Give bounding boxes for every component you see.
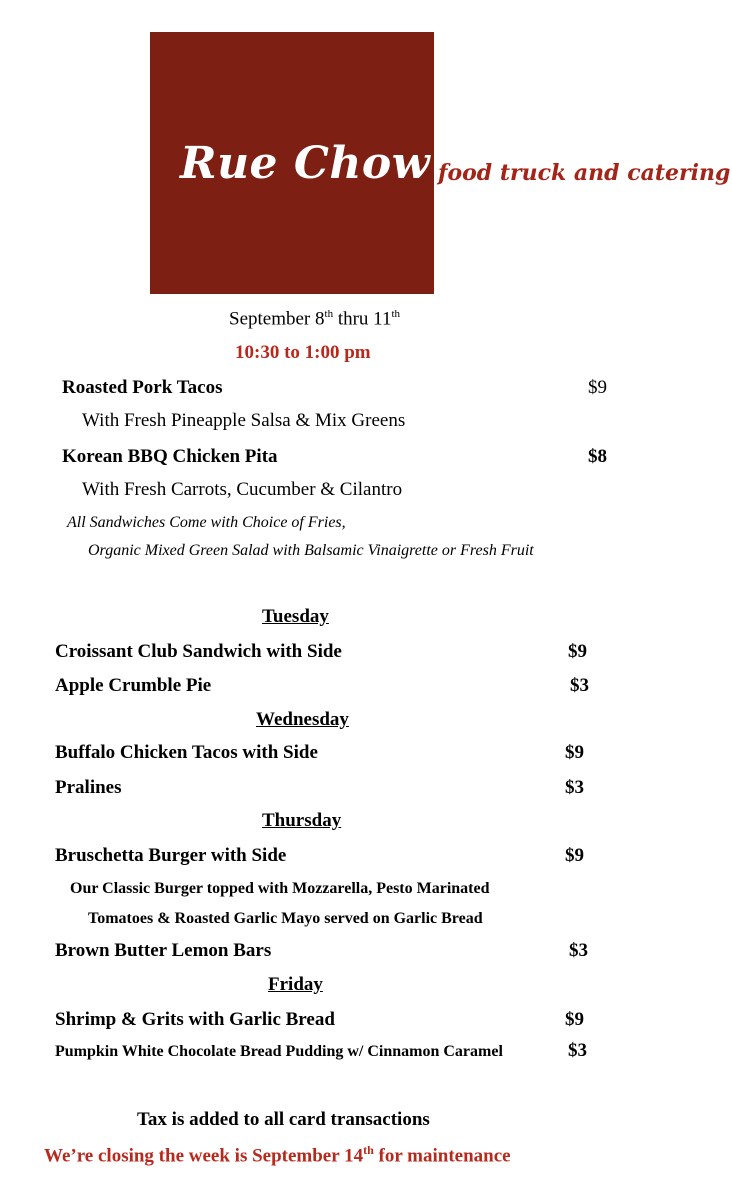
menu-item-name: Buffalo Chicken Tacos with Side: [55, 742, 318, 763]
menu-item-name: Shrimp & Grits with Garlic Bread: [55, 1009, 335, 1030]
sides-note: All Sandwiches Come with Choice of Fries,: [67, 514, 346, 531]
menu-item-desc: With Fresh Pineapple Salsa & Mix Greens: [82, 410, 406, 431]
menu-item-desc: With Fresh Carrots, Cucumber & Cilantro: [82, 479, 403, 500]
menu-item-name: Pralines: [55, 777, 122, 798]
menu-item-name: Pumpkin White Chocolate Bread Pudding w/ Cinnamon Caramel: [55, 1043, 503, 1060]
day-heading-friday: Friday: [268, 974, 323, 995]
day-heading-wednesday: Wednesday: [256, 709, 349, 730]
service-hours: 10:30 to 1:00 pm: [235, 342, 371, 363]
menu-item-price: $9: [568, 641, 587, 662]
brand-tagline: food truck and catering: [438, 160, 731, 186]
menu-item-name: Brown Butter Lemon Bars: [55, 940, 272, 961]
menu-item-price: $9: [588, 377, 607, 398]
menu-item-desc: Tomatoes & Roasted Garlic Mayo served on Garlic Bread: [88, 910, 483, 927]
menu-item-price: $9: [565, 742, 584, 763]
closing-notice: We’re closing the week is September 14th for maintenance: [44, 1143, 511, 1167]
day-heading-thursday: Thursday: [262, 810, 342, 831]
menu-item-name: Korean BBQ Chicken Pita: [62, 446, 278, 467]
date-range: September 8th thru 11th: [229, 308, 401, 330]
menu-item-price: $9: [565, 845, 584, 866]
menu-item-price: $8: [588, 446, 607, 467]
menu-item-name: Apple Crumble Pie: [55, 675, 212, 696]
menu-item-price: $3: [570, 675, 589, 696]
menu-item-price: $9: [565, 1009, 584, 1030]
menu-item-desc: Our Classic Burger topped with Mozzarella, Pesto Marinated: [70, 880, 490, 897]
menu-item-price: $3: [565, 777, 584, 798]
day-heading-tuesday: Tuesday: [262, 606, 329, 627]
tax-note: Tax is added to all card transactions: [137, 1109, 430, 1130]
menu-item-name: Croissant Club Sandwich with Side: [55, 641, 342, 662]
sides-note: Organic Mixed Green Salad with Balsamic Vinaigrette or Fresh Fruit: [88, 542, 534, 559]
brand-name: Rue Chow: [180, 138, 431, 189]
menu-item-price: $3: [568, 1040, 587, 1061]
menu-item-price: $3: [569, 940, 588, 961]
menu-item-name: Bruschetta Burger with Side: [55, 845, 287, 866]
menu-item-name: Roasted Pork Tacos: [62, 377, 223, 398]
